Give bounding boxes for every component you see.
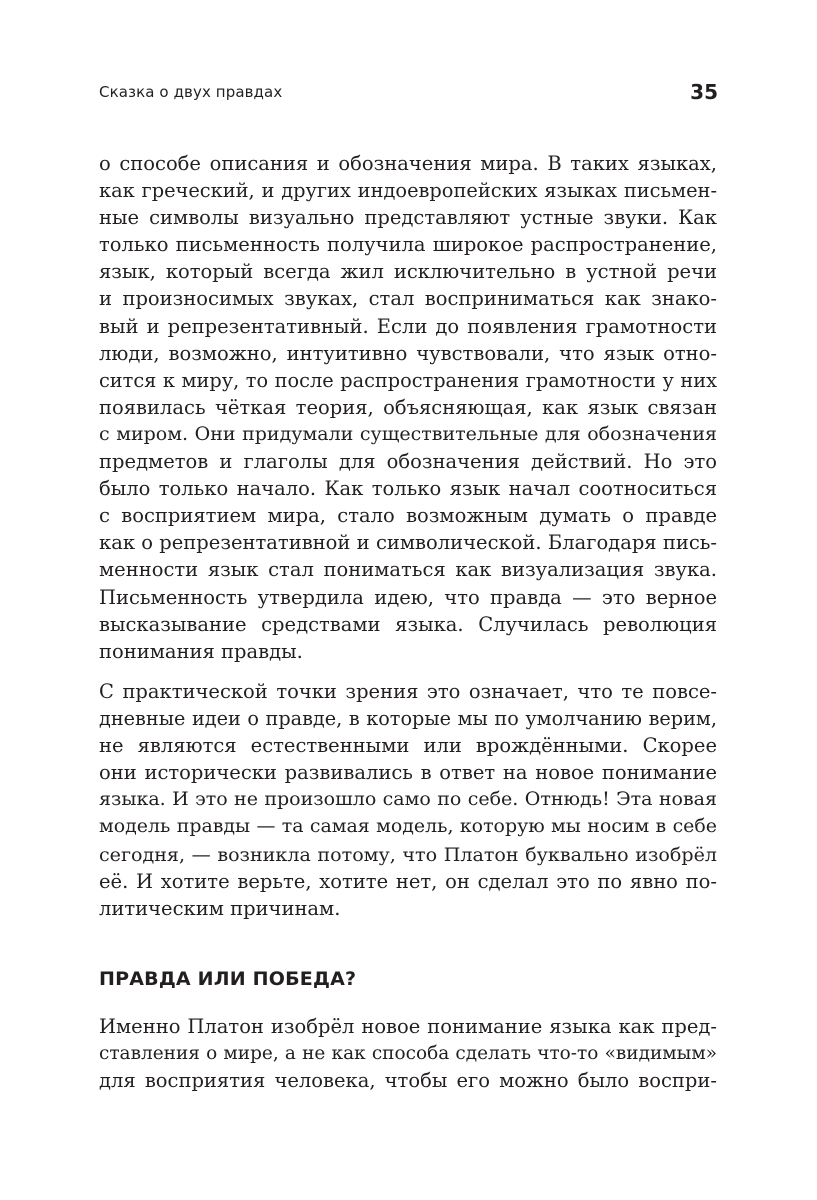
- running-title: Сказка о двух правдах: [99, 83, 283, 101]
- text-line: как о репрезентативной и символической. Благодаря пись-: [99, 531, 717, 555]
- text-line: люди, возможно, интуитивно чувствовали, что язык отно-: [99, 341, 717, 365]
- text-line: модель правды — та самая модель, которую мы носим в себе: [99, 815, 717, 838]
- text-line: и произносимых звуках, стал восприниматься как знако-: [99, 287, 717, 311]
- text-line: только письменность получила широкое распространение,: [99, 233, 717, 257]
- text-line: вый и репрезентативный. Если до появления грамотности: [99, 314, 717, 338]
- text-line: с миром. Они придумали существительные для обозначения: [99, 422, 717, 445]
- text-line: её. И хотите верьте, хотите нет, он сделал это по явно по-: [99, 869, 717, 893]
- text-line: Письменность утвердила идею, что правда — это верное: [99, 585, 717, 609]
- paragraph-3: [99, 1013, 717, 1094]
- text-line: менности язык стал пониматься как визуализация звука.: [99, 558, 717, 582]
- text-line: языка. И это не произошло само по себе. Отнюдь! Эта новая: [99, 788, 717, 811]
- text-line: было только начало. Как только язык начал соотноситься: [99, 477, 717, 501]
- text-line: ные символы визуально представляют устные звуки. Как: [99, 206, 717, 230]
- text-line: сегодня, — возникла потому, что Платон буквально изобрёл: [99, 842, 717, 866]
- running-header: [99, 80, 718, 106]
- paragraph-2: [99, 678, 717, 922]
- text-line: Именно Платон изобрёл новое понимание языка как пред-: [99, 1015, 717, 1038]
- text-line: как греческий, и других индоевропейских языках письмен-: [99, 179, 717, 203]
- paragraph-1: [99, 150, 717, 665]
- text-line: понимания правды.: [99, 639, 303, 663]
- text-line: появилась чёткая теория, объясняющая, как язык связан: [99, 395, 717, 419]
- section-heading: ПРАВДА ИЛИ ПОБЕДА?: [99, 968, 357, 990]
- text-line: не являются естественными или врождёнными. Скорее: [99, 734, 717, 758]
- text-line: сится к миру, то после распространения грамотности у них: [99, 368, 717, 392]
- text-line: они исторически развивались в ответ на новое понимание: [99, 761, 717, 785]
- text-line: язык, который всегда жил исключительно в устной речи: [99, 260, 717, 284]
- text-line: литическим причинам.: [99, 896, 341, 920]
- text-line: с восприятием мира, стало возможным думать о правде: [99, 504, 717, 528]
- text-line: предметов и глаголы для обозначения действий. Но это: [99, 450, 717, 474]
- text-line: С практической точки зрения это означает, что те повсе-: [99, 680, 717, 703]
- text-line: ставления о мире, а не как способа сделать что-то «видимым»: [99, 1043, 717, 1065]
- page-number: 35: [690, 80, 718, 104]
- text-line: высказывание средствами языка. Случилась революция: [99, 612, 717, 636]
- text-line: для восприятия человека, чтобы его можно было воспри-: [99, 1069, 717, 1093]
- text-line: дневные идеи о правде, в которые мы по умолчанию верим,: [99, 707, 717, 731]
- text-line: о способе описания и обозначения мира. В таких языках,: [99, 152, 717, 175]
